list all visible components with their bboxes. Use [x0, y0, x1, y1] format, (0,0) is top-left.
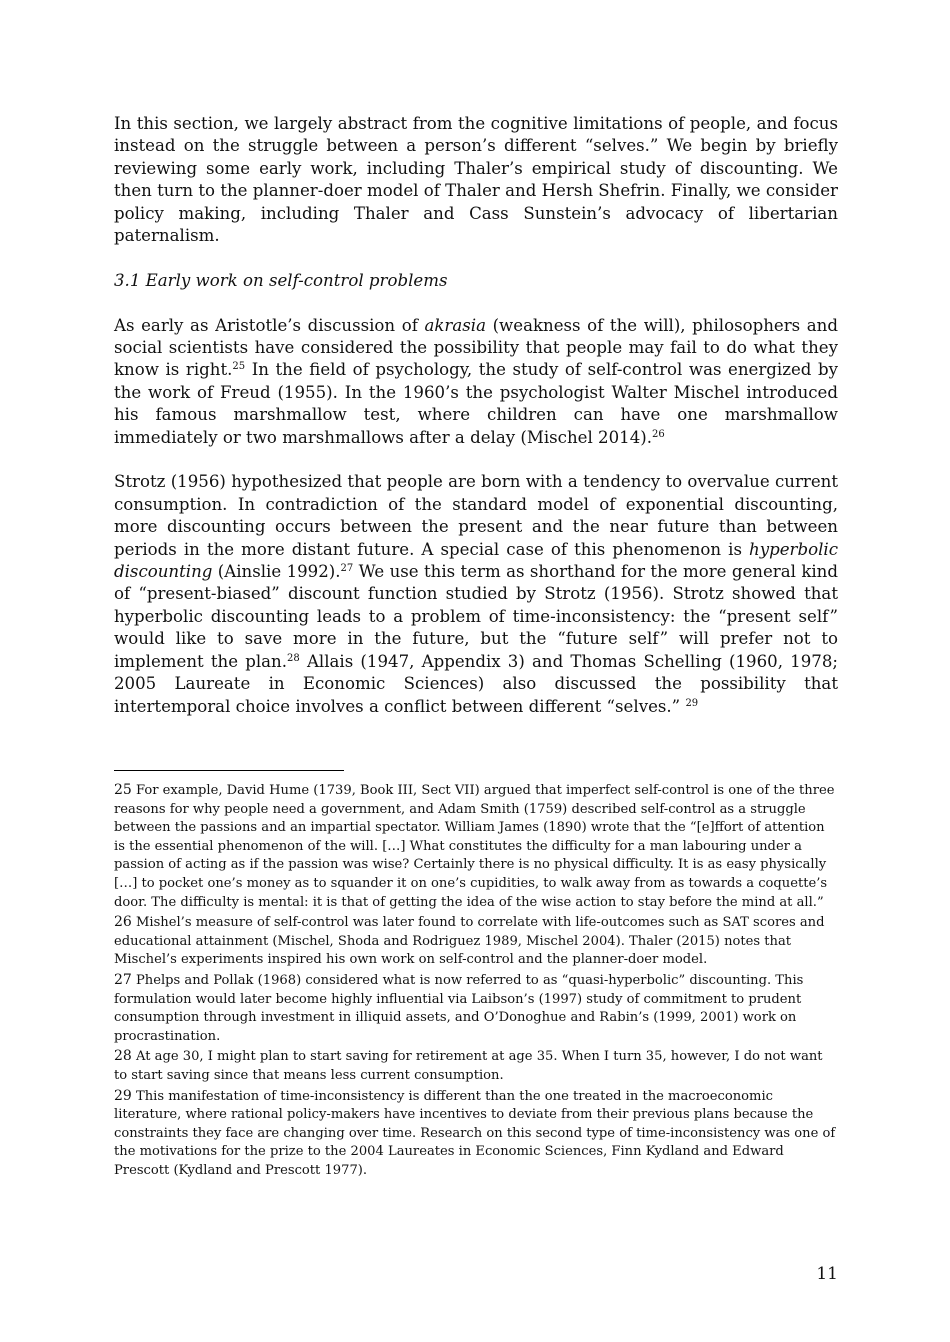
footnote-number: 27 [114, 971, 132, 988]
footnote-number: 28 [114, 1048, 132, 1065]
paragraph-aristotle [114, 315, 838, 449]
footnote-text: Phelps and Pollak (1968) considered what is now referred to as “quasi-hyperbolic” discounting. This formulation would later become highly influential via Laibson’s (1997) study of commitment to prudent consumption through investment in illiquid assets, and O’Donoghue and Rabin’s (1999, 2001) work on procrastination. [114, 972, 804, 1044]
paragraph-strotz [114, 471, 838, 717]
text-span: We use this term as shorthand for the more general kind of “present-biased” discount function studied by Strotz (1956). Strotz showed that hyperbolic discounting leads to a problem of time-inconsistency: the “present self” would like to save more in the future, but the “future self” will prefer not to implement the plan. [114, 562, 838, 671]
footnote-ref-28[interactable]: 28 [287, 652, 300, 664]
text-span: (Ainslie 1992). [212, 562, 341, 582]
footnote [114, 913, 838, 970]
footnote [114, 1087, 838, 1181]
main-text [114, 113, 838, 740]
text-span: Allais (1947, Appendix 3) and Thomas Schelling (1960, 1978; 2005 Laureate in Economic Sciences) also discussed the possibility that intertemporal choice involves a conflict between different “selves.” [114, 651, 839, 716]
footnote-text: For example, David Hume (1739, Book III, Sect VII) argued that imperfect self-control is one of the three reasons for why people need a government, and Adam Smith (1759) described self-control as a struggle between the passions and an impartial spectator. William James (1890) wrote that the “[e]ffort of attention is the essential phenomenon of the will. […] What constitutes the difficulty for a man labouring under a passion of acting as if the passion was wise? Certainly there is no physical difficulty. It is as easy physically […] to pocket one’s money as to squander it on one’s cupidities, to walk away from as towards a coquette’s door. The difficulty is mental: it is that of getting the idea of the wise action to stay before the mind at all.” [114, 783, 835, 910]
akrasia-term: akrasia [424, 315, 486, 335]
intro-paragraph: In this section, we largely abstract from the cognitive limitations of people, and focus instead on the struggle between a person’s different “selves.” We begin by briefly reviewing some early work, including Thaler’s empirical study of discounting. We then turn to the planner-doer model of Thaler and Hersh Shefrin. Finally, we consider policy making, including Thaler and Cass Sunstein’s advocacy of libertarian paternalism. [114, 114, 838, 246]
footnote [114, 971, 838, 1046]
footnote-number: 29 [114, 1087, 132, 1104]
footnote [114, 1047, 838, 1085]
footnote-text: At age 30, I might plan to start saving for retirement at age 35. When I turn 35, however, I do not want to start saving since that means less current consumption. [114, 1049, 823, 1083]
text-span: (weakness of the will), philosophers and social scientists have considered the possibility that people may fail to do what they know is right. [114, 315, 838, 380]
hyperbolic-term: hyperbolic discounting [114, 539, 838, 582]
footnote-ref-27[interactable]: 27 [340, 563, 354, 575]
footnote-number: 26 [114, 914, 132, 931]
footnotes [114, 781, 838, 1181]
text-span: As early as Aristotle’s discussion of [114, 315, 425, 335]
text-span: In the field of psychology, the study of self-control was energized by the work of Freud (1955). In the 1960’s the psychologist Walter Mischel introduced his famous marshmallow test, where children can have one marshmallow immediately or two marshmallows after a delay (Mischel 2014). [114, 360, 838, 447]
footnote-number: 25 [114, 782, 132, 798]
footnote-text: This manifestation of time-inconsistency is different than the one treated in the macroeconomic literature, where rational policy-makers have incentives to deviate from their previous plans because the constraints they face are changing over time. Research on this second type of time-inconsistency was one of the motivations for the prize to the 2004 Laureates in Economic Sciences, Finn Kydland and Edward Prescott (Kydland and Prescott 1977). [114, 1088, 836, 1178]
footnote-ref-25[interactable]: 25 [232, 361, 246, 373]
footnote-ref-29[interactable]: 29 [685, 697, 699, 709]
footnote-text: Mishel’s measure of self-control was later found to correlate with life-outcomes such as SAT scores and educational attainment (Mischel, Shoda and Rodriguez 1989, Mischel 2004). Thaler (2015) notes that Mischel’s experiments inspired his own work on self-control and the planner-doer model. [114, 915, 825, 968]
page-number: 11 [816, 1264, 838, 1284]
footnote [114, 781, 838, 912]
section-heading: 3.1 Early work on self-control problems [114, 270, 448, 290]
footnote-divider [114, 770, 344, 771]
footnote-ref-26[interactable]: 26 [652, 428, 665, 440]
text-span: Strotz (1956) hypothesized that people are born with a tendency to overvalue current consumption. In contradiction of the standard model of exponential discounting, more discounting occurs between the present and the near future than between periods in the more distant future. A special case of this phenomenon is [114, 472, 838, 559]
